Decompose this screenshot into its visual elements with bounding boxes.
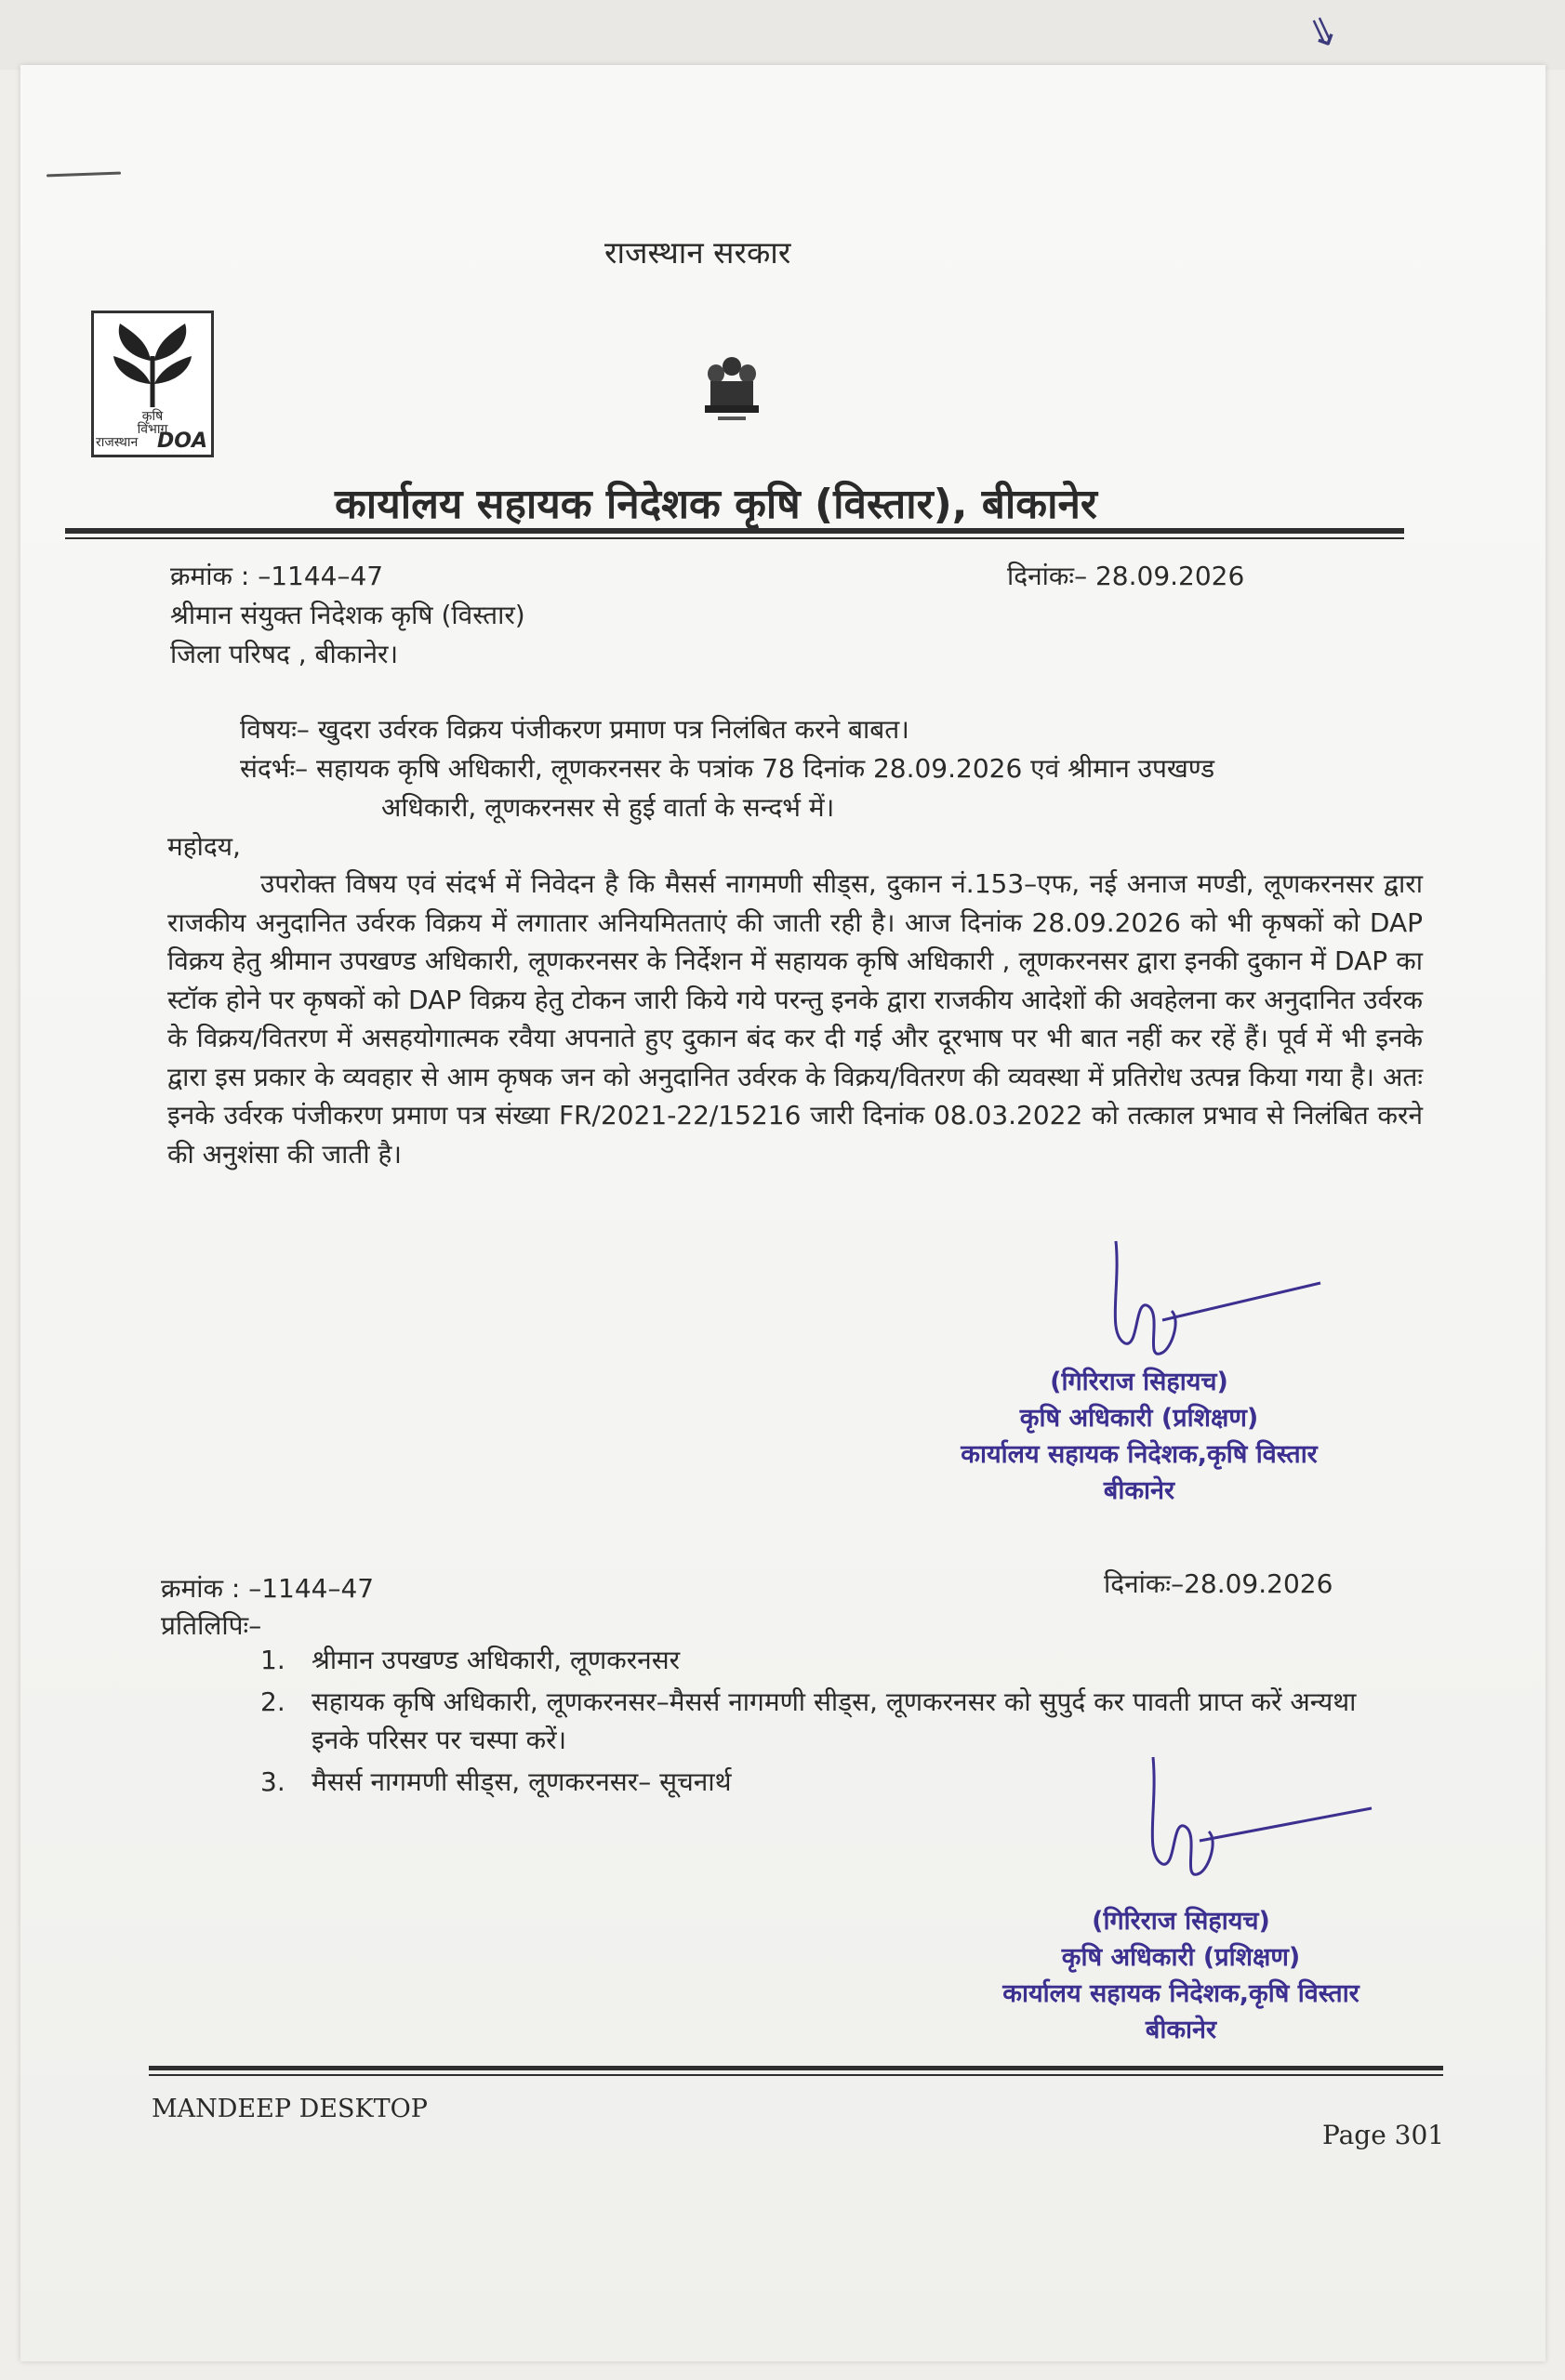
header-rule-thin (65, 537, 1404, 539)
salutation: महोदय, (167, 831, 241, 862)
government-heading: राजस्थान सरकार (604, 234, 791, 271)
logo-brand: DOA (157, 430, 207, 453)
logo-caption-2: विभाग (137, 422, 168, 437)
list-item (260, 1641, 1376, 1679)
list-item-text: मैसर्स नागमणी सीड्स, लूणकरनसर– सूचनार्थ (312, 1766, 732, 1797)
addressee-line-2: जिला परिषद , बीकानेर। (170, 639, 399, 669)
subject-line: विषयः– खुदरा उर्वरक विक्रय पंजीकरण प्रमाण पत्र निलंबित करने बाबत। (240, 714, 909, 745)
reference-line-2: अधिकारी, लूणकरनसर से हुई वार्ता के सन्दर्भ में। (381, 792, 835, 823)
plant-emblem-icon (97, 319, 208, 412)
copy-date: दिनांकः–28.09.2026 (1104, 1568, 1333, 1599)
national-emblem-icon (697, 353, 766, 428)
list-item-number: 3. (260, 1766, 285, 1797)
letter-body (167, 865, 1423, 1173)
stamp-1-designation: कृषि अधिकारी (प्रशिक्षण) (1019, 1404, 1259, 1433)
copy-heading: प्रतिलिपिः– (161, 1610, 262, 1641)
copy-reference-number: क्रमांक : –1144–47 (161, 1573, 375, 1604)
stamp-1-name: (गिरिराज सिहायच) (1050, 1368, 1228, 1396)
stamp-1-city: बीकानेर (1103, 1476, 1175, 1505)
reference-number: क्रमांक : –1144–47 (170, 561, 384, 591)
list-item (260, 1683, 1376, 1759)
stamp-2-designation: कृषि अधिकारी (प्रशिक्षण) (1061, 1943, 1301, 1972)
stamp-2-office: कार्यालय सहायक निदेशक,कृषि विस्तार (1002, 1979, 1359, 2008)
list-item-number: 2. (260, 1686, 285, 1717)
page-number: Page 301 (1322, 2120, 1445, 2150)
footer-rule-thin (149, 2074, 1443, 2076)
stamp-2-name: (गिरिराज सिहायच) (1092, 1907, 1270, 1936)
corner-pen-mark-icon: ⇘ (1299, 3, 1346, 58)
addressee-line-1: श्रीमान संयुक्त निदेशक कृषि (विस्तार) (170, 600, 525, 630)
list-item-text: सहायक कृषि अधिकारी, लूणकरनसर–मैसर्स नागमणी सीड्स, लूणकरनसर को सुपुर्द कर पावती प्राप्त करें अन्यथा इनके परिसर पर चस्पा करें। (312, 1686, 1357, 1755)
letter-body-text: उपरोक्त विषय एवं संदर्भ में निवेदन है कि मैसर्स नागमणी सीड्स, दुकान नं.153–एफ, नई अनाज मण्डी, लूणकरनसर द्वारा राजकीय अनुदानित उर्वरक विक्रय में लगातार अनियमितताएं की जाती रही है। आज दिनांक 28.09.2026 को भी कृषकों को DAP विक्रय हेतु श्रीमान उपखण्ड अधिकारी, लूणकरनसर के निर्देशन में सहायक कृषि अधिकारी , लूणकरनसर द्वारा इनकी दुकान में DAP का स्टॉक होने पर कृषकों को DAP विक्रय हेतु टोकन जारी किये गये परन्तु इनके द्वारा राजकीय आदेशों की अवहेलना कर अनुदानित उर्वरक के विक्रय/वितरण में असहयोगात्मक रवैया अपनाते हुए दुकान बंद कर दी गई और दूरभाष पर भी बात नहीं कर रहें हैं। पूर्व में भी इनके द्वारा इस प्रकार के व्यवहार से आम कृषक जन को अनुदानित उर्वरक के विक्रय/वितरण की व्यवस्था में प्रतिरोध उत्पन्न किया गया है। अतः इनके उर्वरक पंजीकरण प्रमाण पत्र संख्या FR/2021-22/15216 जारी दिनांक 08.03.2022 को तत्काल प्रभाव से निलंबित करने की अनुशंसा की जाती है। (167, 868, 1423, 1170)
doa-logo (91, 311, 214, 457)
list-item-number: 1. (260, 1645, 285, 1675)
header-rule (65, 528, 1404, 534)
footer-rule (149, 2066, 1443, 2070)
signature-2 (1130, 1752, 1381, 1911)
stamp-1-office: कार्यालय सहायक निदेशक,कृषि विस्तार (961, 1440, 1318, 1469)
stamp-2-city: बीकानेर (1145, 2016, 1217, 2044)
office-title: कार्यालय सहायक निदेशक कृषि (विस्तार), बीकानेर (335, 481, 1097, 528)
logo-caption-1: कृषि (141, 409, 164, 424)
letter-date: दिनांकः– 28.09.2026 (1007, 561, 1245, 591)
footer-source: MANDEEP DESKTOP (152, 2095, 428, 2123)
signature-stamp-1 (939, 1364, 1339, 1509)
list-item-text: श्रीमान उपखण्ड अधिकारी, लूणकरनसर (312, 1645, 681, 1675)
signature-stamp-2 (976, 1903, 1386, 2048)
logo-caption-3: राजस्थान (96, 435, 139, 450)
reference-line-1: संदर्भः– सहायक कृषि अधिकारी, लूणकरनसर के पत्रांक 78 दिनांक 28.09.2026 एवं श्रीमान उपखण्ड (240, 753, 1215, 784)
